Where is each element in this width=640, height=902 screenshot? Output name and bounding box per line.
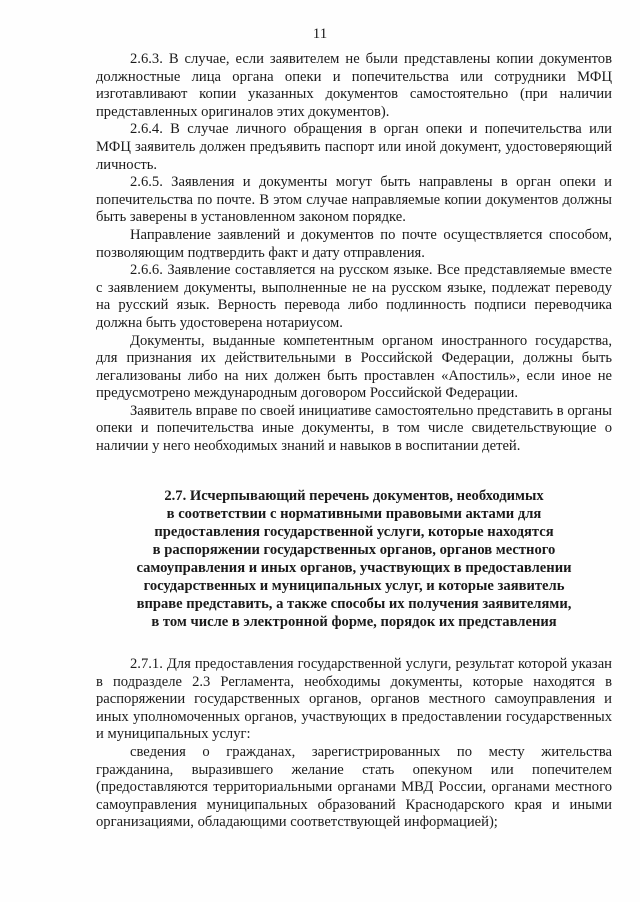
paragraph-2-6-4: 2.6.4. В случае личного обращения в орган опеки и попечительства или МФЦ заявитель должен предъявить паспорт или иной документ, удостоверяющий личность.: [96, 121, 612, 173]
paragraph-foreign-documents: Документы, выданные компетентным органом иностранного государства, для признания их действительными в Российской Федерации, должны быть легализованы либо на них должен быть проставлен «Апостиль», если иное не предусмотрено международным договором Российской Федерации.: [96, 332, 612, 402]
heading-line: в том числе в электронной форме, порядок их представления: [151, 614, 557, 630]
paragraph-applicant-initiative: Заявитель вправе по своей инициативе самостоятельно представить в органы опеки и попечительства иные документы, в том числе свидетельствующие о наличии у него необходимых знаний и навыков в воспитании детей.: [96, 402, 612, 455]
paragraph-2-6-5: 2.6.5. Заявления и документы могут быть направлены в орган опеки и попечительства по почте. В этом случае направляемые копии документов должны быть заверены в установленном законом порядке.: [96, 174, 612, 226]
paragraph-2-6-6: 2.6.6. Заявление составляется на русском языке. Все представляемые вместе с заявлением документы, выполненные не на русском языке, подлежат переводу на русский язык. Верность перевода либо подлинность подписи переводчика должна быть удостоверена нотариусом.: [96, 262, 612, 331]
heading-line: в распоряжении государственных органов, органов местного: [152, 542, 556, 558]
section-2-7-heading: [96, 487, 612, 631]
section-2-7-text: [96, 656, 612, 832]
heading-line: вправе представить, а также способы их получения заявителями,: [136, 596, 572, 612]
paragraph-citizen-info: сведения о гражданах, зарегистрированных по месту жительства гражданина, выразившего желание стать опекуном или попечителем (предоставляются территориальными органами МВД России, органами местного самоуправления муниципальных образований Краснодарского края и иными организациями, обладающими соответствующей информацией);: [96, 743, 612, 831]
section-2-6-text: [96, 51, 612, 456]
heading-line: предоставления государственной услуги, которые находятся: [154, 524, 554, 540]
heading-line: государственных и муниципальных услуг, и которые заявитель: [143, 578, 565, 594]
paragraph-mail-sending: Направление заявлений и документов по почте осуществляется способом, позволяющим подтвердить факт и дату отправления.: [96, 226, 612, 261]
heading-line: 2.7. Исчерпывающий перечень документов, необходимых: [164, 488, 544, 504]
page-number: 11: [312, 26, 328, 42]
paragraph-2-7-1: 2.7.1. Для предоставления государственной услуги, результат которой указан в подразделе 2.3 Регламента, необходимы документы, которые находятся в распоряжении государственных органов, органов местного самоуправления и иных уполномоченных органов, участвующих в предоставлении государственных и муниципальных услуг:: [96, 656, 612, 743]
paragraph-2-6-3: 2.6.3. В случае, если заявителем не были представлены копии документов должностные лица органа опеки и попечительства или сотрудники МФЦ изготавливают копии указанных документов самостоятельно (при наличии представленных оригиналов этих документов).: [96, 51, 612, 120]
heading-line: самоуправления и иных органов, участвующих в предоставлении: [136, 560, 572, 576]
heading-line: в соответствии с нормативными правовыми актами для: [166, 506, 542, 522]
